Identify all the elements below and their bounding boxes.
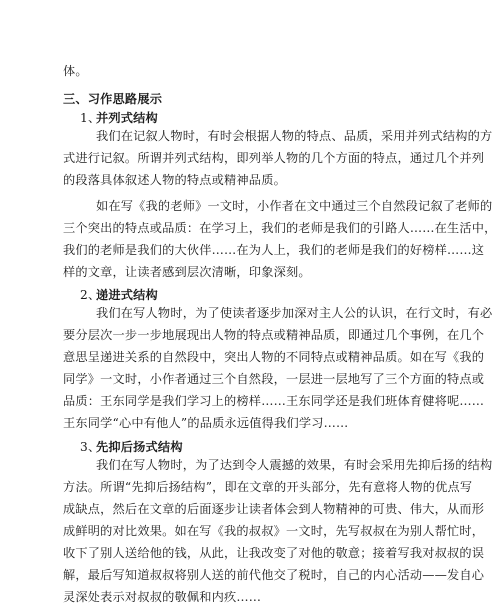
paragraph-line: 方法。所谓“先抑后扬结构”，即在文章的开头部分，先有意将人物的优点写 <box>63 480 473 494</box>
subheading-title: 递进式结构 <box>96 288 158 302</box>
paragraph-line: 的段落具体叙述人物的特点或精神品质。 <box>63 173 286 187</box>
paragraph-line: 灵深处表示对叔叔的敬佩和内疚…… <box>63 590 262 604</box>
paragraph-line: 三个突出的特点或品质：在学习上，我们的老师是我们的引路人……在生活中， <box>63 221 497 235</box>
paragraph-line: 成缺点，然后在文章的后面逐步让读者体会到人物精神的可贵、伟大，从而形 <box>63 502 485 516</box>
subheading-number: 1、 <box>80 111 101 125</box>
paragraph-line: 要分层次一步一步地展现出人物的特点或精神品质，即通过几个事例，在几个 <box>63 328 485 342</box>
paragraph-line: 成鲜明的对比效果。如在写《我的叔叔》一文时，先写叔叔在为别人帮忙时， <box>63 524 485 538</box>
paragraph-line: 同学》一文时，小作者通过三个自然段，一层进一层地写了三个方面的特点或 <box>63 372 485 386</box>
paragraph-line: 如在写《我的老师》一文时，小作者在文中通过三个自然段记叙了老师的 <box>96 199 493 213</box>
section-heading: 三、习作思路展示 <box>63 92 163 106</box>
paragraph-line: 我们在记叙人物时，有时会根据人物的特点、品质，采用并列式结构的方 <box>96 129 493 143</box>
subheading-number: 3、 <box>80 440 101 454</box>
paragraph-line: 我们在写人物时，为了达到令人震撼的效果，有时会采用先抑后扬的结构 <box>96 458 493 472</box>
intro-tail-text: 体。 <box>63 64 88 78</box>
paragraph-line: 样的文章，让读者感到层次清晰，印象深刻。 <box>63 265 311 279</box>
paragraph-line: 王东同学“心中有他人”的品质永远值得我们学习…… <box>63 416 349 430</box>
paragraph-line: 品质：王东同学是我们学习上的榜样……王东同学还是我们班体育健将呢…… <box>63 394 485 408</box>
paragraph-line: 我们在写人物时，为了使读者逐步加深对主人公的认识，在行文时，有必 <box>96 306 493 320</box>
paragraph-line: 解，最后写知道叔叔将别人送的前代他交了税时，自己的内心活动——发自心 <box>63 568 485 582</box>
paragraph-line: 收下了别人送给他的钱，从此，让我改变了对他的敬意；接着写我对叔叔的误 <box>63 546 485 560</box>
subheading-title: 先抑后扬式结构 <box>96 440 183 454</box>
paragraph-line: 我们的老师是我们的大伙伴……在为人上，我们的老师是我们的好榜样……这 <box>63 243 485 257</box>
paragraph-line: 意思呈递进关系的自然段中，突出人物的不同特点或精神品质。如在写《我的 <box>63 350 485 364</box>
subheading-title: 并列式结构 <box>96 111 158 125</box>
paragraph-line: 式进行记叙。所谓并列式结构，即列举人物的几个方面的特点，通过几个并列 <box>63 151 485 165</box>
subheading-number: 2、 <box>80 288 101 302</box>
